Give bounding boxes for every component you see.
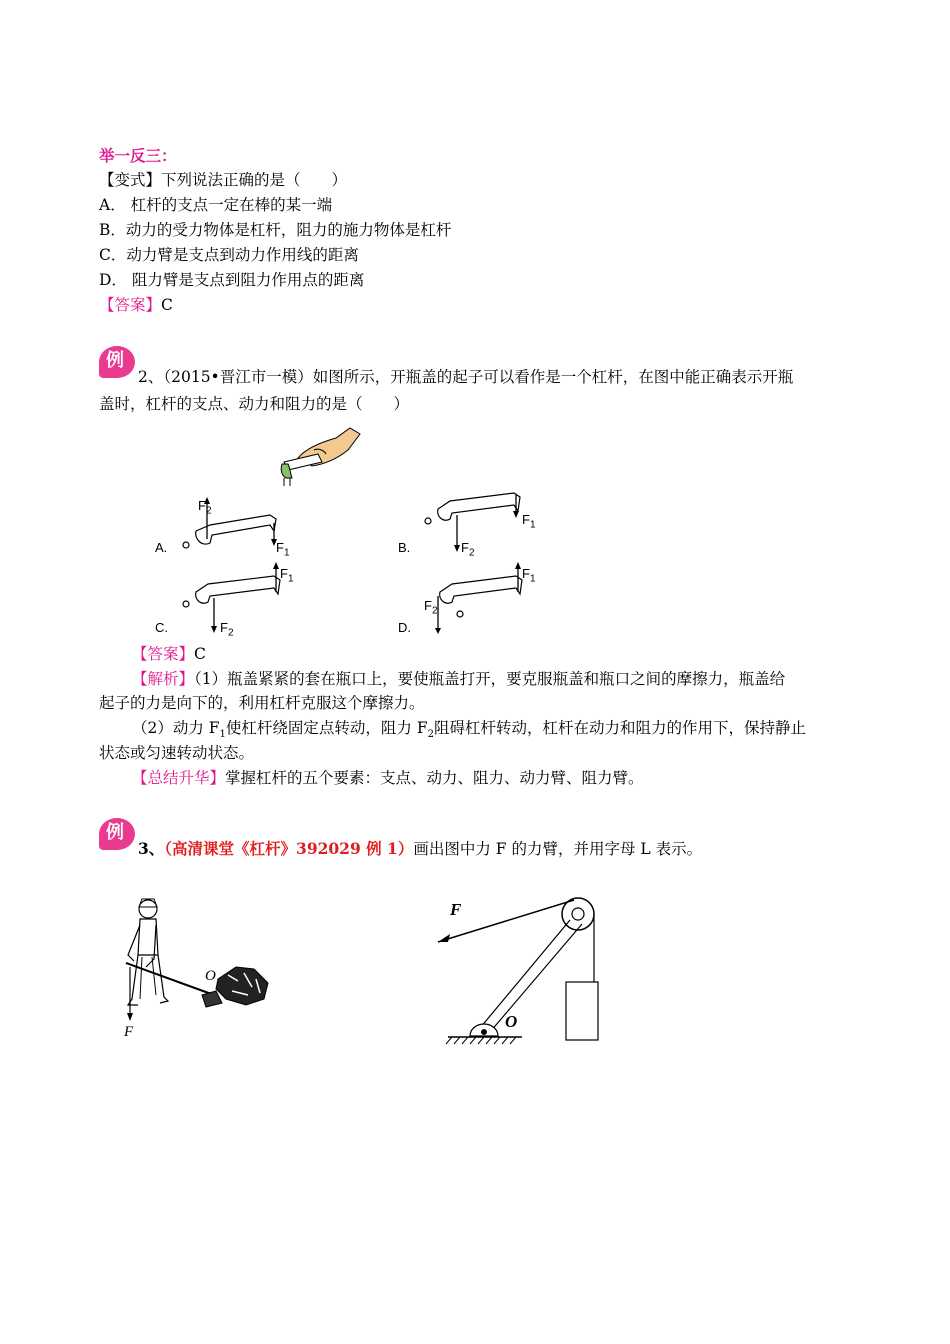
hand-opener-figure (278, 420, 368, 486)
fig1-label-f: F (124, 1024, 134, 1040)
label-f2: $F_2$ (220, 620, 234, 639)
summary-tag: 【总结升华】 (132, 769, 226, 787)
label-f2: $F_2$ (461, 540, 475, 559)
answer-tag: 【答案】 (132, 645, 195, 663)
option-label-b: B. (398, 540, 411, 555)
analysis-line1: 【解析】（1）瓶盖紧紧的套在瓶口上，要使瓶盖打开，要克服瓶盖和瓶口之间的摩擦力，瓶盖给 (132, 670, 786, 688)
label-f1: $F_1$ (522, 512, 536, 531)
fig1-label-o: O (205, 968, 216, 984)
summary-line: 【总结升华】掌握杠杆的五个要素：支点、动力、阻力、动力臂、阻力臂。 (132, 769, 644, 787)
analysis-line4: 状态或匀速转动状态。 (99, 744, 255, 762)
option-c: C．动力臂是支点到动力作用线的距离 (99, 246, 359, 264)
answer-value: C (194, 645, 206, 663)
answer-value: C (161, 296, 173, 314)
analysis-tag: 【解析】 (132, 670, 195, 688)
opener-option-a (180, 495, 290, 555)
option-label-d: D. (398, 620, 411, 635)
analysis-line3: （2）动力 $F_1$使杠杆绕固定点转动，阻力 $F_2$阻碍杠杆转动，杠杆在动力和阻力的作用下，保持静止 (132, 719, 806, 741)
option-label-a: A. (155, 540, 168, 555)
option-b: B．动力的受力物体是杠杆，阻力的施力物体是杠杆 (99, 221, 452, 239)
example-badge-2: 例 (97, 342, 139, 380)
variant-answer (99, 294, 173, 316)
option-label-c: C. (155, 620, 168, 635)
option-d: D． 阻力臂是支点到阻力作用点的距离 (99, 271, 365, 289)
example-badge-3: 例 (97, 814, 139, 852)
answer-tag: 【答案】 (99, 296, 162, 314)
label-f2: $F_2$ (198, 498, 212, 517)
example3-line: 3、（高清课堂《杠杆》392029 例 1）画出图中力 F 的力臂，并用字母 L 表示。 (138, 839, 703, 858)
label-f1: $F_1$ (522, 566, 536, 585)
option-a: A． 杠杆的支点一定在棒的某一端 (99, 196, 333, 214)
analysis-line2: 起子的力是向下的，利用杠杆克服这个摩擦力。 (99, 694, 425, 712)
fig2-label-f: F (450, 900, 462, 919)
fig2-label-o: O (505, 1012, 518, 1031)
variant-tag: 【变式】 (99, 171, 162, 189)
label-f1: $F_1$ (276, 540, 290, 559)
variant-question (99, 169, 347, 191)
label-f2: $F_2$ (424, 598, 438, 617)
example2-line1: 2、（2015•晋江市一模）如图所示，开瓶盖的起子可以看作是一个杠杆，在图中能正确表示开瓶 (138, 368, 794, 386)
label-f1: $F_1$ (280, 566, 294, 585)
crowbar-figure (118, 895, 278, 1045)
section-title: 举一反三： (99, 146, 177, 165)
example2-answer (132, 643, 206, 665)
example3-source: （高清课堂《杠杆》392029 例 1） (164, 839, 414, 858)
variant-question-text: 下列说法正确的是（ ） (161, 171, 348, 189)
example2-line2: 盖时，杠杆的支点、动力和阻力的是（ ） (99, 395, 410, 413)
